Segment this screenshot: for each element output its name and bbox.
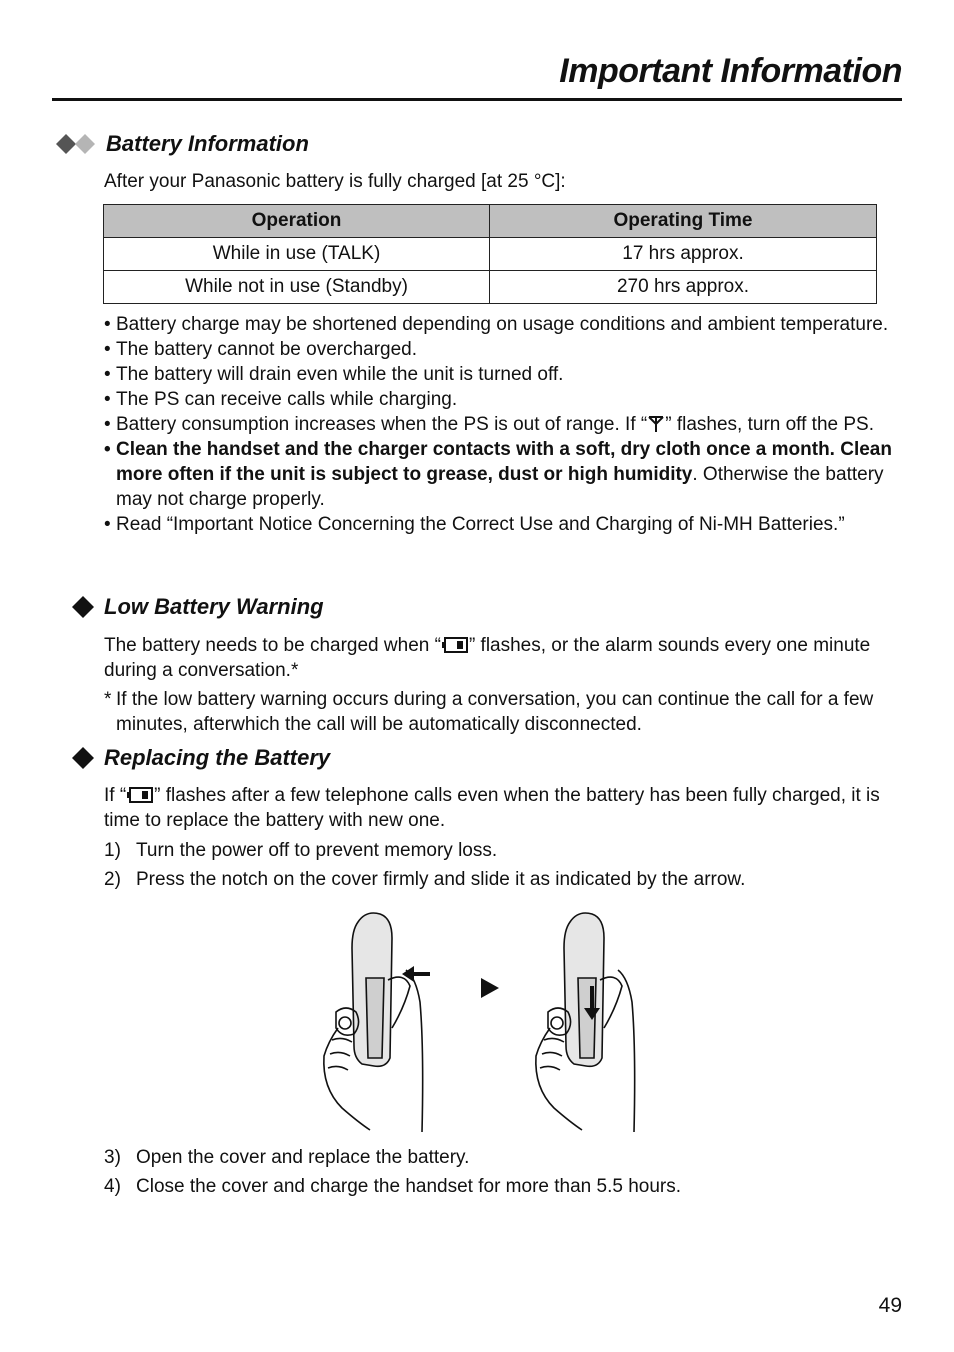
table-row (104, 271, 877, 304)
footnote-mark: * (104, 689, 112, 710)
list-item-bold-text: Clean the handset and the charger contacts with a soft, dry cloth once a month. Clean more often if the unit is subject to grease, dust or high humidity (116, 439, 892, 485)
table-cell: While in use (TALK) (104, 238, 490, 271)
list-item-text: Battery consumption increases when the PS is out of range. If “ (116, 414, 648, 435)
section-heading-replacing-battery (54, 745, 330, 771)
footnote-text: If the low battery warning occurs during a conversation, you can continue the call for a few minutes, afterwhich the call will be automatically disconnected. (116, 689, 874, 735)
section-heading-text: Replacing the Battery (104, 745, 331, 770)
diamond-bullet-icon (70, 594, 96, 620)
step-number: 1) (104, 840, 121, 861)
list-item: • The PS can receive calls while charging. (104, 389, 458, 410)
section-heading-low-battery (54, 594, 324, 620)
handset-right-illustration (536, 913, 635, 1132)
diamond-bullet-icon (70, 745, 96, 771)
low-battery-paragraph (104, 633, 904, 683)
battery-notes-list (104, 312, 904, 537)
handset-left-illustration (324, 913, 430, 1132)
list-item-text: The battery will drain even while the unit is turned off. (116, 364, 564, 385)
page-number: 49 (878, 1294, 902, 1317)
section-heading-battery-information (54, 131, 309, 157)
list-item-text: The PS can receive calls while charging. (116, 389, 458, 410)
table-cell: While not in use (Standby) (104, 271, 490, 304)
list-item: • The battery cannot be overcharged. (104, 339, 418, 360)
table-cell: 17 hrs approx. (490, 238, 877, 271)
table-row (104, 238, 877, 271)
list-item-text: . Otherwise the battery may not charge properly. (116, 464, 884, 510)
list-item-text: The battery cannot be overcharged. (116, 339, 418, 360)
list-item: • Clean the handset and the charger contacts with a soft, dry cloth once a month. Clean more often if the unit is subject to grease, dust or high humidity. Otherwise the battery may not charge properly. (104, 439, 892, 510)
step-text: Close the cover and charge the handset for more than 5.5 hours. (136, 1176, 681, 1197)
paragraph-text: ” flashes, or the alarm sounds every one minute during a conversation.* (104, 635, 871, 681)
list-item: • The battery will drain even while the unit is turned off. (104, 364, 564, 385)
step-item (104, 867, 745, 892)
battery-low-icon (441, 636, 469, 654)
step-item (104, 838, 497, 863)
step-text: Press the notch on the cover firmly and slide it as indicated by the arrow. (136, 869, 746, 890)
battery-cover-illustration (318, 908, 638, 1140)
double-diamond-icon (54, 131, 98, 157)
step-text: Open the cover and replace the battery. (136, 1147, 470, 1168)
low-battery-footnote (104, 687, 906, 737)
battery-intro: After your Panasonic battery is fully charged [at 25 °C]: (104, 171, 566, 192)
step-item (104, 1145, 469, 1170)
list-item: • Battery consumption increases when the PS is out of range. If “ ” flashes, turn off the PS. (104, 414, 874, 435)
list-item-text: ” flashes, turn off the PS. (665, 414, 874, 435)
table-header-cell: Operating Time (490, 205, 877, 238)
table-header-row (104, 205, 877, 238)
section-heading-text: Low Battery Warning (104, 594, 324, 619)
list-item: • Read “Important Notice Concerning the Correct Use and Charging of Ni-MH Batteries.” (104, 514, 845, 535)
step-number: 3) (104, 1147, 121, 1168)
page-title: Important Information (559, 52, 902, 90)
list-item-text: Battery charge may be shortened depending on usage conditions and ambient temperature. (116, 314, 889, 335)
operating-time-table (103, 204, 877, 304)
step-item (104, 1174, 681, 1199)
list-item: • Battery charge may be shortened depending on usage conditions and ambient temperature. (104, 314, 889, 335)
replacing-paragraph (104, 783, 904, 833)
step-text: Turn the power off to prevent memory loss. (136, 840, 498, 861)
table-header-cell: Operation (104, 205, 490, 238)
header-rule (52, 98, 902, 101)
battery-low-icon (126, 786, 154, 804)
step-number: 2) (104, 869, 121, 890)
list-item-text: Read “Important Notice Concerning the Correct Use and Charging of Ni-MH Batteries.” (116, 514, 845, 535)
table-cell: 270 hrs approx. (490, 271, 877, 304)
paragraph-text: The battery needs to be charged when “ (104, 635, 441, 656)
paragraph-text: ” flashes after a few telephone calls even when the battery has been fully charged, it is time to replace the battery with new one. (104, 785, 880, 831)
paragraph-text: If “ (104, 785, 127, 806)
step-number: 4) (104, 1176, 121, 1197)
antenna-icon (647, 415, 665, 433)
section-heading-text: Battery Information (106, 131, 309, 156)
